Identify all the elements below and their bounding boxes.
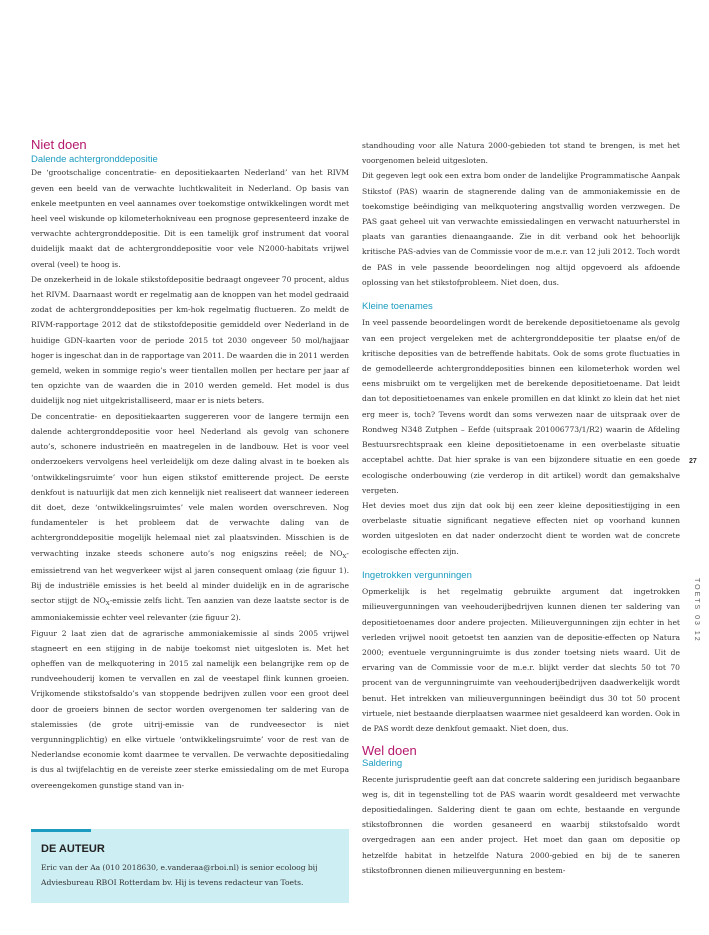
paragraph: Het devies moet dus zijn dat ook bij een zeer kleine depositiestijging in een overbelaste situatie significant negatieve effecten niet op voorhand kunnen worden uitgesloten en dat nader onderzocht dient te worden wat de concrete ecologische effecten zijn. [362, 500, 680, 556]
page-number: 27 [689, 458, 697, 465]
paragraph: De onzekerheid in de lokale stikstofdepositie bedraagt ongeveer 70 procent, aldus het RIVM. Daarnaast wordt er regelmatig aan de knoppen van het model gedraaid zodat de achtergronddeposities per km-hok regelmatig fluctueren. Zo meldt de RIVM-rapportage 2012 dat de stikstofdepositie gemiddeld over Nederland in de huidige GDN-kaarten voor de periode 2015 tot 2030 ongeveer 50 mol/hajjaar hoger is ingeschat dan in de rapportage van 2011. De waarden die in 2011 werden gemeld, weken in sommige regio’s weer tientallen mollen per hectare per jaar af ten opzichte van de waarden die in 2010 werden gemeld. Het model is dus duidelijk nog niet uitgekristalliseerd, maar er is niets beters. [31, 274, 349, 406]
author-title: DE AUTEUR [41, 843, 105, 855]
subheading-saldering: Saldering [362, 758, 403, 770]
right-column [362, 138, 680, 878]
subheading-kleine-toenames: Kleine toenames [362, 301, 433, 313]
left-column [31, 138, 349, 793]
section-heading-wel-doen: Wel doen [362, 743, 417, 759]
paragraph: In veel passende beoordelingen wordt de berekende depositietoename als gevolg van een project vergeleken met de achtergronddepositie ter plaatse en/of de kritische deposities van de betreffende habitats. Ook de soms grote fluctuaties in de gemodelleerde achtergronddeposities binnen een kilometerhok worden wel eens misbruikt om te vergelijken met de berekende depositietoename. Dat leidt dan tot depositietoenames van enkele promillen en dat klinkt zo klein dat het niet erg meer is, toch? Tevens wordt dan soms verwezen naar de uitspraak over de Rondweg N348 Zutphen – Eefde (uitspraak 201006773/1/R2) waarin de Afdeling Bestuursrechtspraak een kleine depositietoename in een overbelaste situatie acceptabel achtte. Dat hier sprake is van een bijzondere situatie en een goede ecologische onderbouwing (zie verderop in dit artikel) wordt dan gemakshalve vergeten. [362, 318, 680, 495]
paragraph: Dit gegeven legt ook een extra bom onder de landelijke Programmatische Aanpak Stikstof (PAS) waarin de stagnerende daling van de ammoniakemissie en de toekomstige beëindiging van melkquotering angstvallig worden verzwegen. De PAS gaat geheel uit van verwachte emissiedalingen en verwacht natuurherstel in plaats van garanties dienaangaande. Zie in dit verband ook het behoorlijk kritische PAS-advies van de Commissie voor de m.e.r. van 12 juli 2012. Toch wordt de PAS in vele passende beoordelingen nog altijd opgevoerd als afdoende oplossing van het stikstofprobleem. Niet doen, dus. [362, 171, 680, 287]
subheading-ingetrokken-vergunningen: Ingetrokken vergunningen [362, 569, 472, 581]
paragraph: Opmerkelijk is het regelmatig gebruikte argument dat ingetrokken milieuvergunningen van veehouderijbedrijven kunnen dienen ter saldering van depositietoenames door andere projecten. Milieuvergunningen zijn echter in het verleden vrijwel nooit getoetst ten aanzien van de depositie-effecten op Natura 2000; eventuele vergunningruimte is dus zonder toetsing niets waard. Uit de ervaring van de Commissie voor de m.e.r. blijkt verder dat slechts 50 tot 70 procent van de vergunningruimte van veehouderijbedrijven daadwerkelijk wordt benut. Het intrekken van milieuvergunningen beëindigt dus 30 tot 50 procent virtuele, niet bestaande dierplaatsen waarmee niet gesaldeerd kan worden. Ook in de PAS wordt deze denkfout gemaakt. Niet doen, dus. [362, 587, 680, 733]
paragraph: De concentratie- en depositiekaarten suggereren voor de langere termijn een dalende achtergronddepositie voor heel Nederland als gevolg van schonere auto’s, schonere industrieën en maatregelen in de landbouw. Het is voor veel onderzoekers vervolgens heel verleidelijk om deze daling alvast in te boeken als ‘ontwikkelingsruimte’ voor hun eigen stikstof emitterende project. De eerste denkfout is natuurlijk dat men zich kennelijk niet realiseert dat wanneer iedereen dit doet, deze ‘ontwikkelingsruimtes’ vele malen worden overschreven. Nog fundamenteler is het probleem dat de verwachte daling van de achtergronddepositie mogelijk helemaal niet zal plaatsvinden. Misschien is de verwachting inzake steeds schonere auto’s nog enigszins reëel; de $NO_X$-emissietrend van het wegverkeer wijst al jaren consequent omlaag (zie figuur 1). Bij de industriële emissies is het beeld al minder duidelijk en in de agrarische sector stijgt de $NO_X$-emissie zelfs licht. Ten aanzien van deze laatste sector is de ammoniakemissie echter veel relevanter (zie figuur 2). [31, 411, 349, 623]
paragraph: standhouding voor alle Natura 2000-gebieden tot stand te brengen, is met het voorgenomen beleid uitgesloten. [362, 141, 680, 166]
author-accent-bar [31, 829, 91, 832]
author-text: Eric van der Aa (010 2018630, e.vanderaa@rboi.nl) is senior ecoloog bij Adviesbureau RBOI Rotterdam bv. Hij is tevens redacteur van Toets. [41, 863, 318, 887]
paragraph: De ‘grootschalige concentratie- en depositiekaarten Nederland’ van het RIVM geven een beeld van de verwachte luchtkwaliteit in Nederland. Op basis van enkele meetpunten en veel aannames over toekomstige ontwikkelingen wordt met heel veel wiskunde op kilometerhokniveau een prognose gepresenteerd inzake de verwachte achtergronddepositie. Dit is een tamelijk grof instrument dat vooral duidelijk maakt dat de achtergronddepositie voor vele N2000-habitats vrijwel overal (veel) te hoog is. [31, 168, 349, 269]
journal-label: TOETS 03 12 [693, 578, 700, 643]
section-heading-niet-doen: Niet doen [31, 137, 87, 152]
paragraph: Recente jurisprudentie geeft aan dat concrete saldering een juridisch begaanbare weg is, dit in tegenstelling tot de PAS waarin wordt gesaldeerd met verwachte depositiedalingen. Saldering dient te gaan om echte, bestaande en vergunde stikstofbronnen die worden gesaneerd en waarbij stikstofsaldo wordt overgedragen aan een ander project. Het moet dan gaan om depositie op hetzelfde habitat in hetzelfde Natura 2000-gebied en bij de te saneren stikstofbronnen dienen milieuvergunning en bestem- [362, 774, 680, 875]
author-box [31, 829, 349, 903]
paragraph: Figuur 2 laat zien dat de agrarische ammoniakemissie al sinds 2005 vrijwel stagneert en een stijging in de nabije toekomst niet uitgesloten is. Met het opheffen van de melkquotering in 2015 zal namelijk een belangrijke rem op de rundveehouderij komen te vervallen en zal de veestapel flink kunnen groeien. Vrijkomende stikstofsaldo’s van stoppende bedrijven zullen voor een groot deel door de groeiers binnen de sector worden overgenomen ter saldering van de stalemissies (de grote uitrij-emissie van de rundveesector is niet vergunningplichtig) en elke virtuele ‘ontwikkelingsruimte’ voor de rest van de Nederlandse economie komt daarmee te vervallen. De verwachte depositiedaling is dus al twijfelachtig en de vereiste zeer sterke emissiedaling om de met Europa overeengekomen gunstige stand van in- [31, 628, 349, 790]
subheading-dalende-achtergronddepositie: Dalende achtergronddepositie [31, 154, 158, 165]
